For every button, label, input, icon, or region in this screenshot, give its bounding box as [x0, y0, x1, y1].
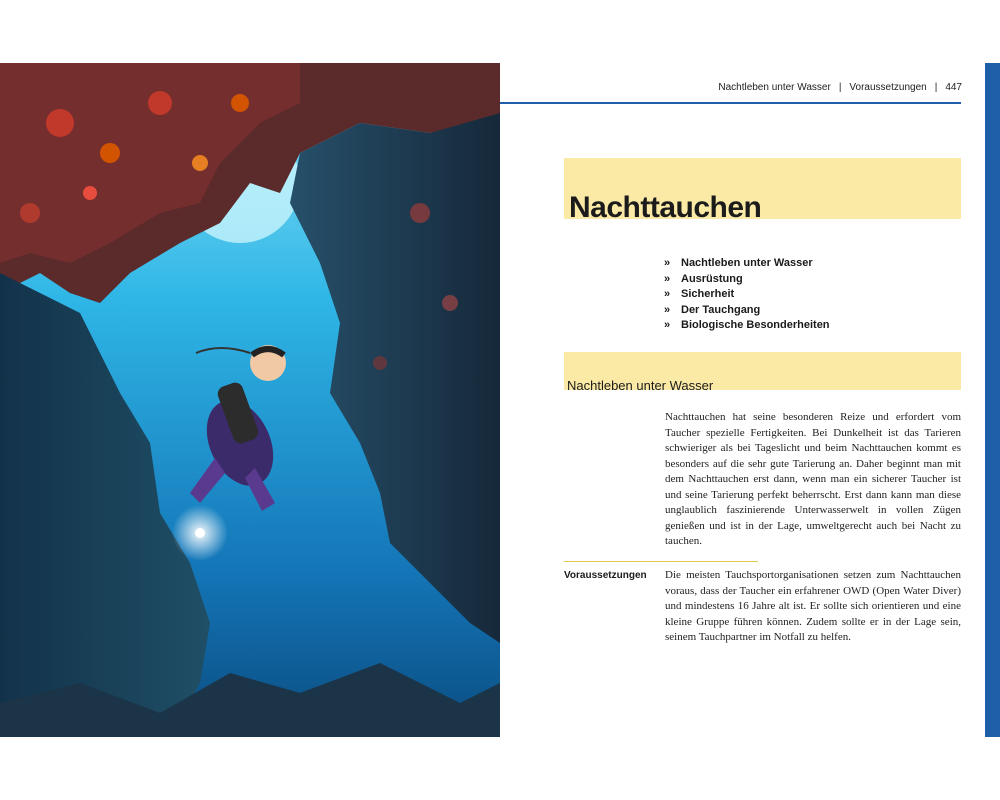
toc-item-label: Nachtleben unter Wasser: [681, 257, 813, 269]
running-head-separator: |: [838, 82, 842, 93]
running-head-chapter: Nachtleben unter Wasser: [718, 82, 831, 93]
body-paragraph-requirements: Die meisten Tauchsportorganisationen setzen zum Nachttauchen voraus, dass der Taucher ein erfahrener OWD (Open Water Diver) und mindestens 16 Jahre alt ist. Er sollte sich orientieren und eine kleine Gruppe führen können. Zudem sollte er in der Lage sein, seinem Tauchpartner im Notfall zu helfen.: [665, 569, 961, 643]
header-rule: [500, 102, 961, 104]
diver-cave-illustration: [0, 63, 500, 737]
list-item: [664, 287, 830, 303]
body-paragraph-intro: Nachttauchen hat seine besonderen Reize und erfordert vom Taucher spezielle Fertigkeiten. Bei Dunkelheit ist das Tarieren schwieriger als bei Tageslicht und beim Nachttauchen kommt es besonders auf die sehr gute Tarierung an. Daher beginnt man mit dem Nachttauchen erst dann, wenn man ein sicherer Taucher ist und seine Tarierung perfekt beherrscht. Erst dann kann man diese unglaublich faszinierende Unterwasserwelt in vollen Zügen genießen und ist in der Lage, umweltgerecht auch bei Nacht zu tauchen.: [665, 411, 961, 547]
toc-item-label: Der Tauchgang: [681, 303, 761, 316]
margin-label-voraussetzungen: Voraussetzungen: [564, 570, 647, 581]
bullet-mark: »: [664, 303, 671, 316]
section-divider: [564, 561, 758, 562]
toc-item-label: Biologische Besonderheiten: [681, 319, 830, 331]
running-head-separator: |: [934, 82, 938, 93]
bullet-mark: »: [664, 288, 671, 300]
chapter-contents-list: [664, 256, 830, 334]
page-edge-bar: [985, 63, 1000, 737]
chapter-title: Nachttauchen: [569, 191, 762, 224]
list-item: [664, 272, 830, 288]
running-head: [500, 82, 962, 96]
bullet-mark: »: [664, 319, 671, 331]
list-item: [664, 318, 830, 334]
list-item: [664, 303, 830, 319]
toc-item-label: Sicherheit: [681, 288, 735, 300]
page-number: 447: [945, 82, 962, 93]
bullet-mark: »: [664, 257, 671, 269]
bullet-mark: »: [664, 272, 671, 285]
list-item: [664, 256, 830, 272]
photo-diver-in-cave: [0, 63, 500, 737]
running-head-section: Voraussetzungen: [849, 82, 927, 93]
section-heading: Nachtleben unter Wasser: [567, 378, 714, 393]
toc-item-label: Ausrüstung: [681, 272, 743, 285]
